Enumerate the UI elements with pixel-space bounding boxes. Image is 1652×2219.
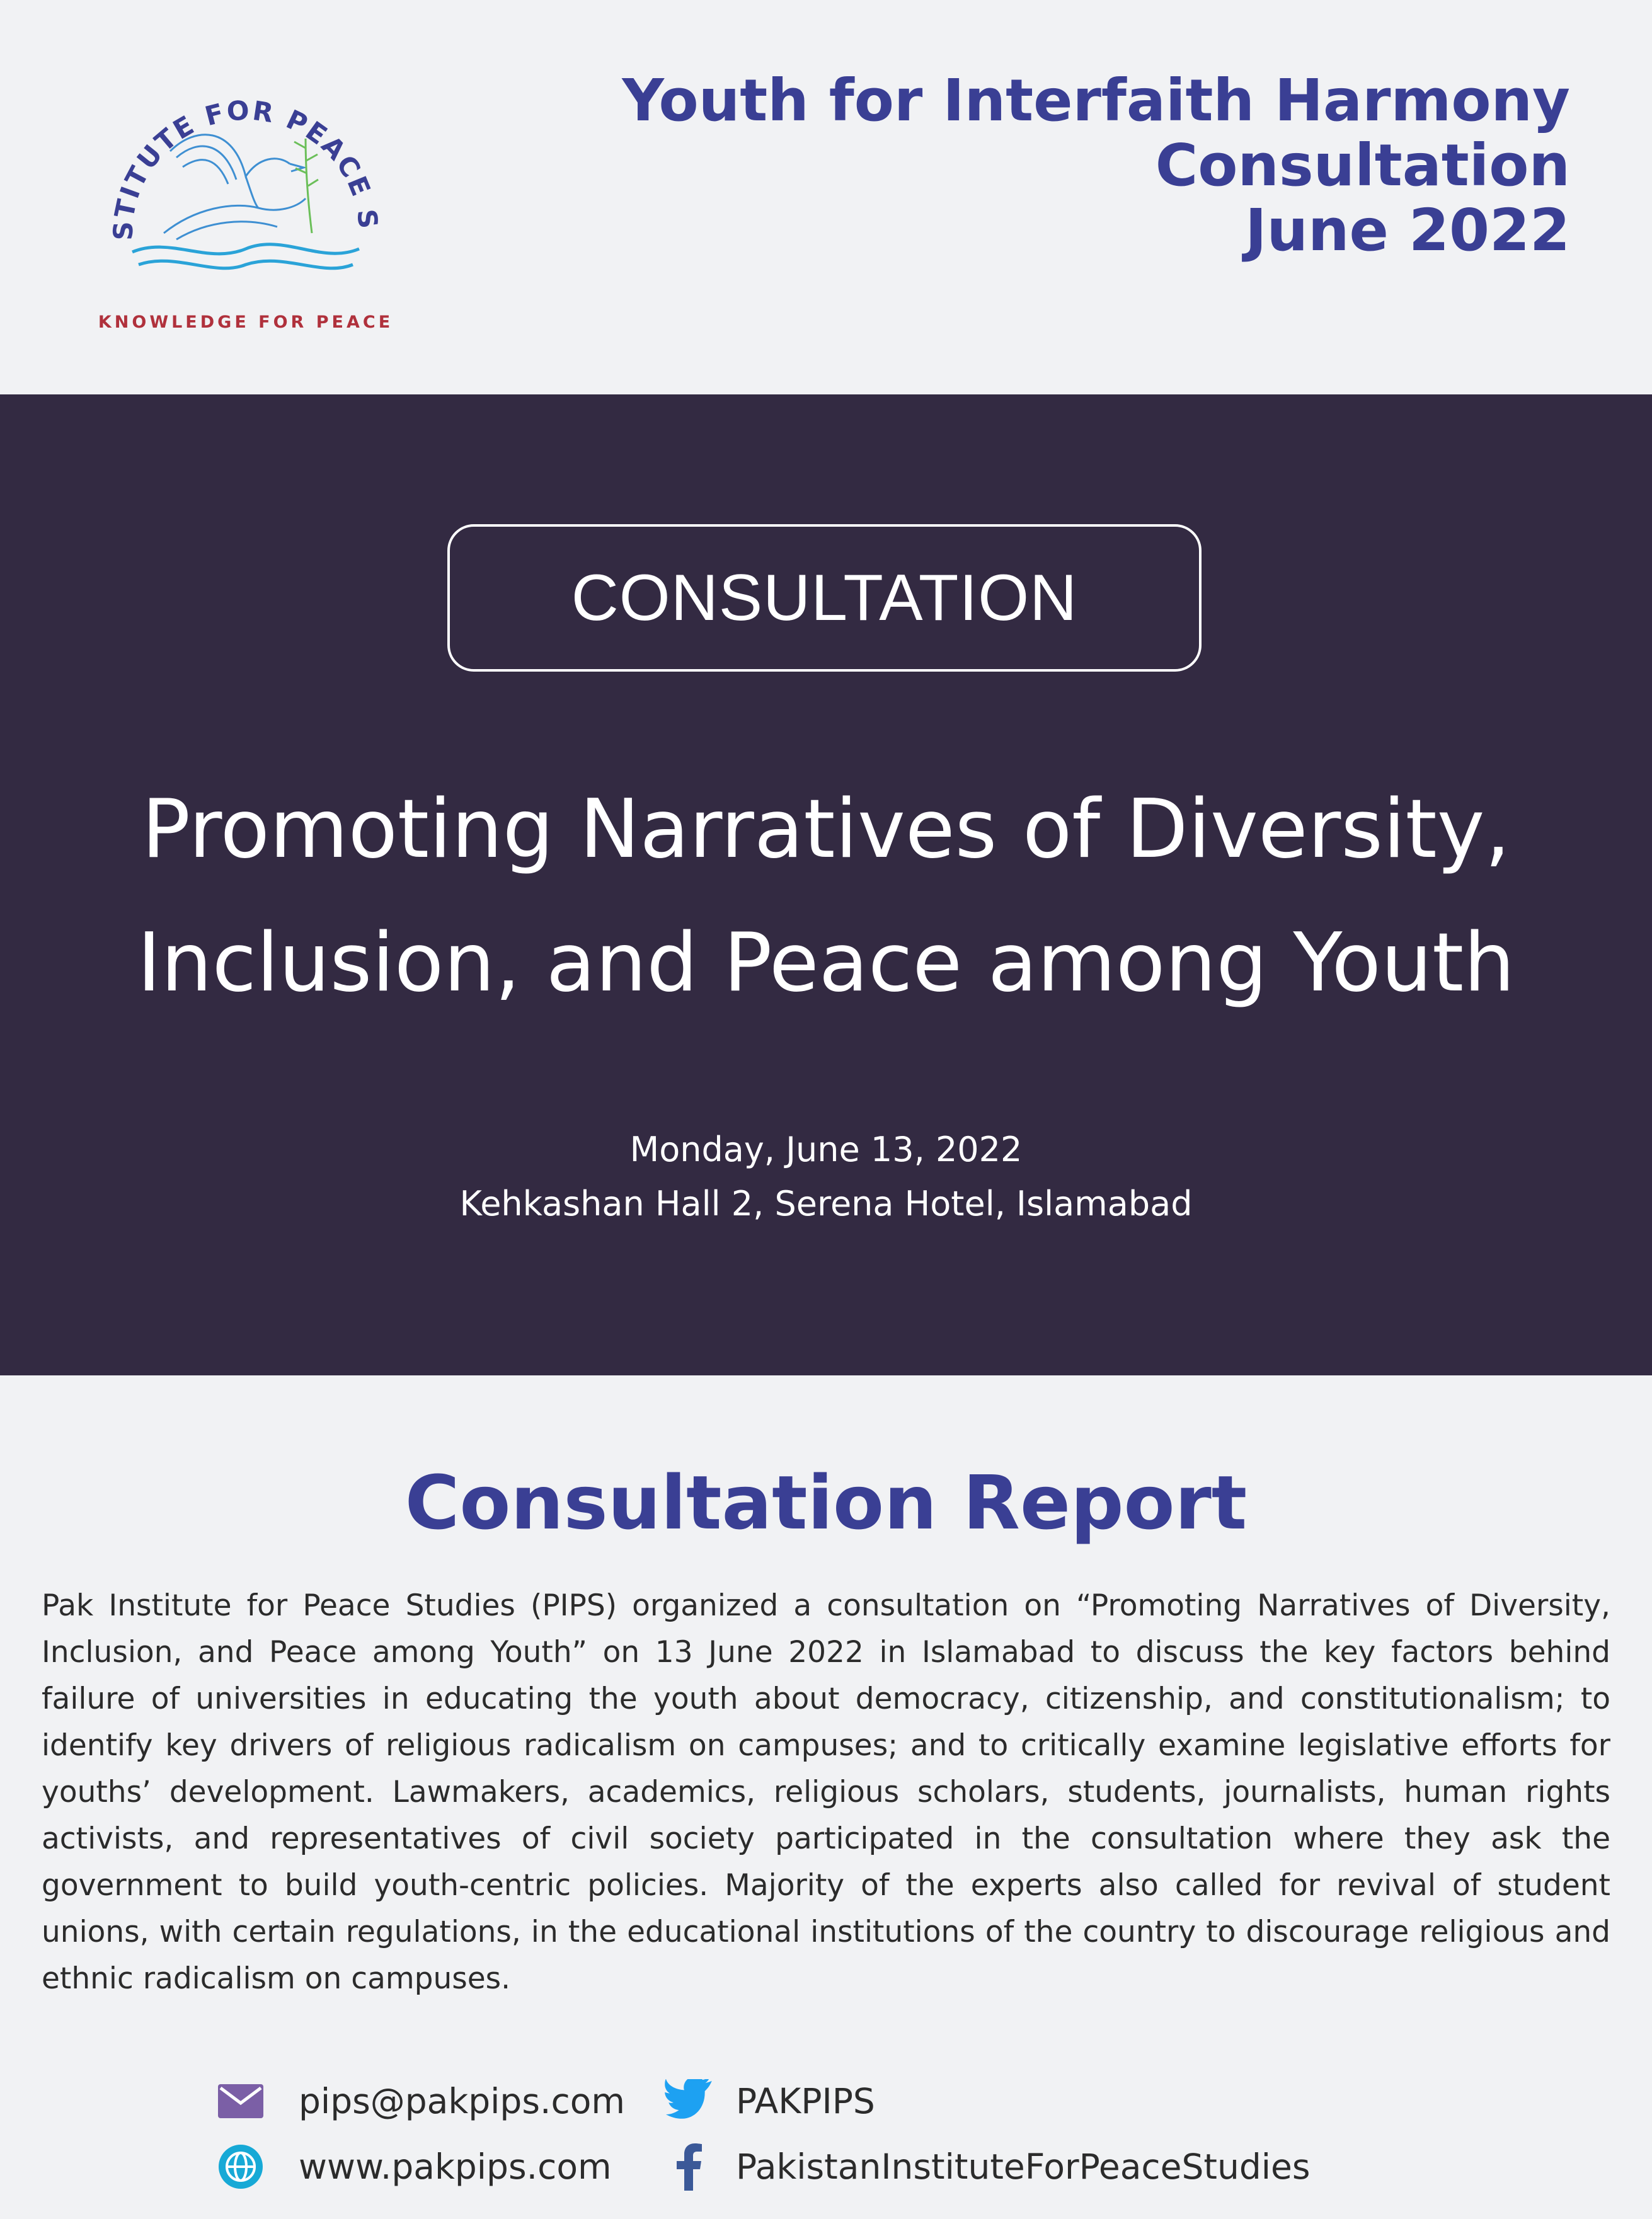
pips-logo-graphic [88,44,403,340]
event-title [0,763,1652,1030]
pips-logo [88,44,403,340]
globe-icon [215,2142,266,2192]
contact-facebook[interactable] [664,2142,1311,2192]
email-link[interactable]: pips@pakpips.com [299,2081,625,2121]
event-date: Monday, June 13, 2022 [629,1130,1023,1169]
contact-footer [0,2076,1652,2202]
logo-tagline: KNOWLEDGE FOR PEACE [98,312,394,332]
olive-branch-icon [294,139,318,233]
waves-icon [132,244,359,268]
header-title-line: June 2022 [1245,197,1570,264]
contact-website[interactable] [215,2142,612,2192]
envelope-icon [215,2076,266,2126]
header-title [622,68,1570,263]
facebook-icon [664,2142,714,2192]
report-body: Pak Institute for Peace Studies (PIPS) organized a consultation on “Promoting Narratives of Diversity, Inclusion, and Peace among Youth” on 13 June 2022 in Islamabad to discuss the key factors behind failure of universities in educating the youth about democracy, citizenship, and constitutionalism; to identify key drivers of religious radicalism on campuses; and to critically examine legislative efforts for youths’ development. Lawmakers, academics, religious scholars, students, journalists, human rights activists, and representatives of civil society participated in the consultation where they ask the government to build youth-centric policies. Majority of the experts also called for revival of student unions, with certain regulations, in the educational institutions of the country to discourage religious and ethnic radicalism on campuses. [42,1588,1610,1996]
page-header [0,0,1652,394]
event-title-line: Promoting Narratives of Diversity, [141,783,1511,876]
header-title-line: Youth for Interfaith Harmony [622,67,1570,134]
contact-email[interactable] [215,2076,625,2126]
website-link[interactable]: www.pakpips.com [299,2147,612,2187]
dove-icon [164,135,306,239]
twitter-icon [664,2076,714,2126]
report-heading: Consultation Report [404,1459,1248,1546]
consultation-badge: CONSULTATION [447,524,1202,672]
header-title-line: Consultation [1155,132,1570,199]
logo-arc-text: STITUTE FOR PEACE S [107,95,384,241]
facebook-page[interactable]: PakistanInstituteForPeaceStudies [736,2147,1311,2187]
event-details [0,1123,1652,1231]
event-banner [0,394,1652,1375]
event-venue: Kehkashan Hall 2, Serena Hotel, Islamabad [459,1184,1193,1224]
twitter-handle[interactable]: PAKPIPS [736,2081,875,2121]
contact-twitter[interactable] [664,2076,875,2126]
event-title-line: Inclusion, and Peace among Youth [137,916,1515,1010]
